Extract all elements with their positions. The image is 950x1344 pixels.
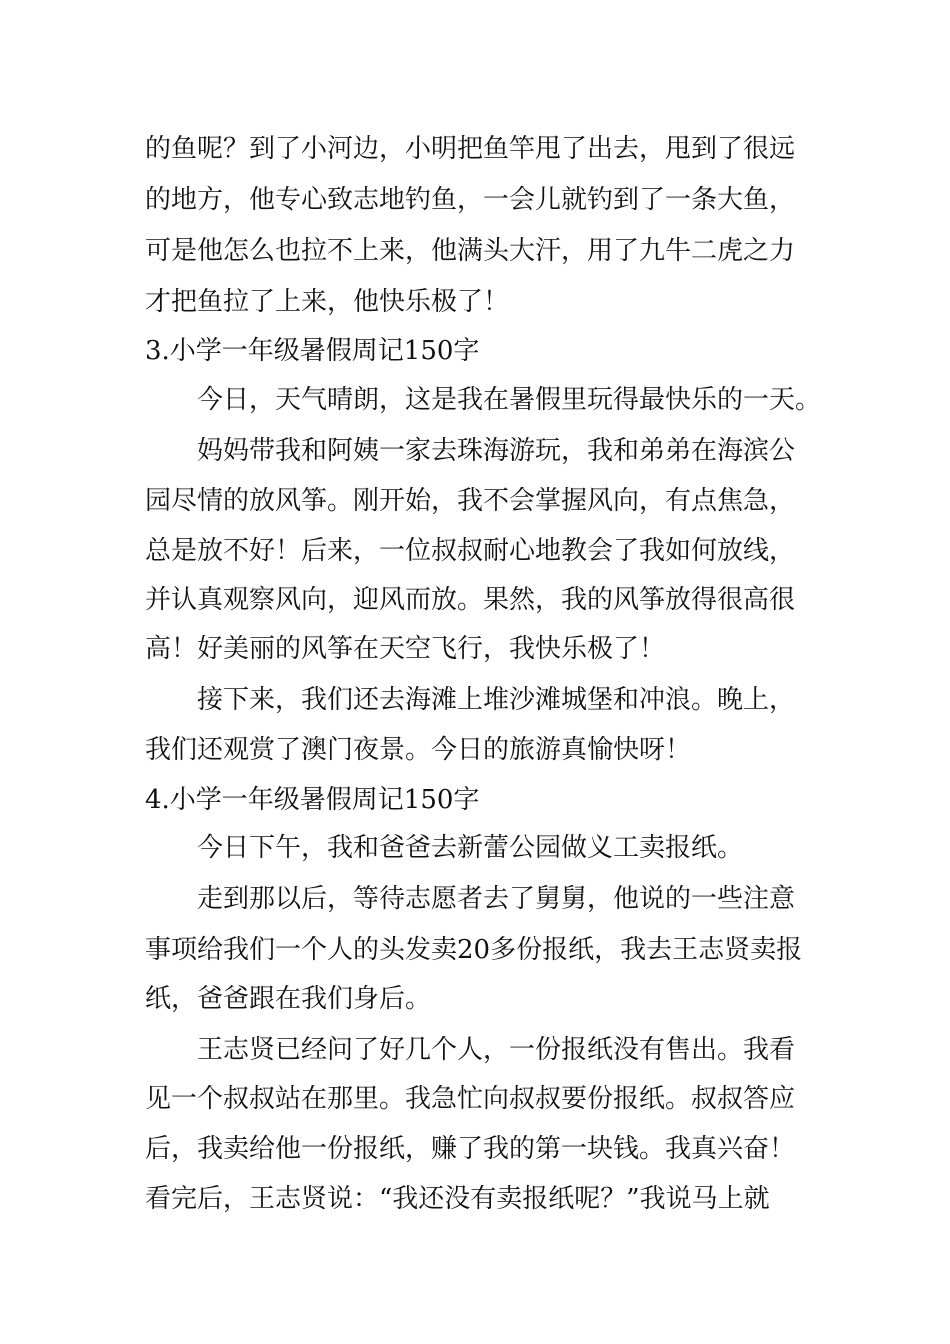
text-line: 事项给我们一个人的头发卖20多份报纸，我去王志贤卖报 — [145, 935, 803, 965]
text-line: 纸，爸爸跟在我们身后。 — [145, 984, 432, 1014]
text-line: 总是放不好！后来，一位叔叔耐心地教会了我如何放线， — [145, 536, 796, 566]
text-line: 后，我卖给他一份报纸，赚了我的第一块钱。我真兴奋！ — [145, 1134, 796, 1164]
text-line: 的鱼呢？到了小河边，小明把鱼竿甩了出去，甩到了很远 — [145, 134, 796, 164]
section-heading: 3.小学一年级暑假周记150字 — [145, 336, 480, 366]
text-line: 园尽情的放风筝。刚开始，我不会掌握风向，有点焦急， — [145, 486, 796, 516]
text-line: 可是他怎么也拉不上来，他满头大汗，用了九牛二虎之力 — [145, 236, 796, 266]
text-line: 妈妈带我和阿姨一家去珠海游玩，我和弟弟在海滨公 — [197, 436, 796, 466]
text-line: 我们还观赏了澳门夜景。今日的旅游真愉快呀！ — [145, 735, 692, 765]
text-line: 的地方，他专心致志地钓鱼，一会儿就钓到了一条大鱼， — [145, 185, 796, 215]
text-line: 见一个叔叔站在那里。我急忙向叔叔要份报纸。叔叔答应 — [145, 1084, 796, 1114]
text-line: 今日下午，我和爸爸去新蕾公园做义工卖报纸。 — [197, 833, 744, 863]
text-line: 高！好美丽的风筝在天空飞行，我快乐极了！ — [145, 634, 666, 664]
section-heading: 4.小学一年级暑假周记150字 — [145, 785, 480, 815]
text-line: 王志贤已经问了好几个人，一份报纸没有售出。我看 — [197, 1035, 796, 1065]
text-line: 今日，天气晴朗，这是我在暑假里玩得最快乐的一天。 — [197, 385, 822, 415]
text-line: 才把鱼拉了上来，他快乐极了！ — [145, 287, 510, 317]
text-line: 并认真观察风向，迎风而放。果然，我的风筝放得很高很 — [145, 585, 796, 615]
text-line: 看完后，王志贤说：“我还没有卖报纸呢？”我说马上就 — [145, 1184, 770, 1214]
text-line: 接下来，我们还去海滩上堆沙滩城堡和冲浪。晚上， — [197, 685, 796, 715]
text-line: 走到那以后，等待志愿者去了舅舅，他说的一些注意 — [197, 884, 796, 914]
